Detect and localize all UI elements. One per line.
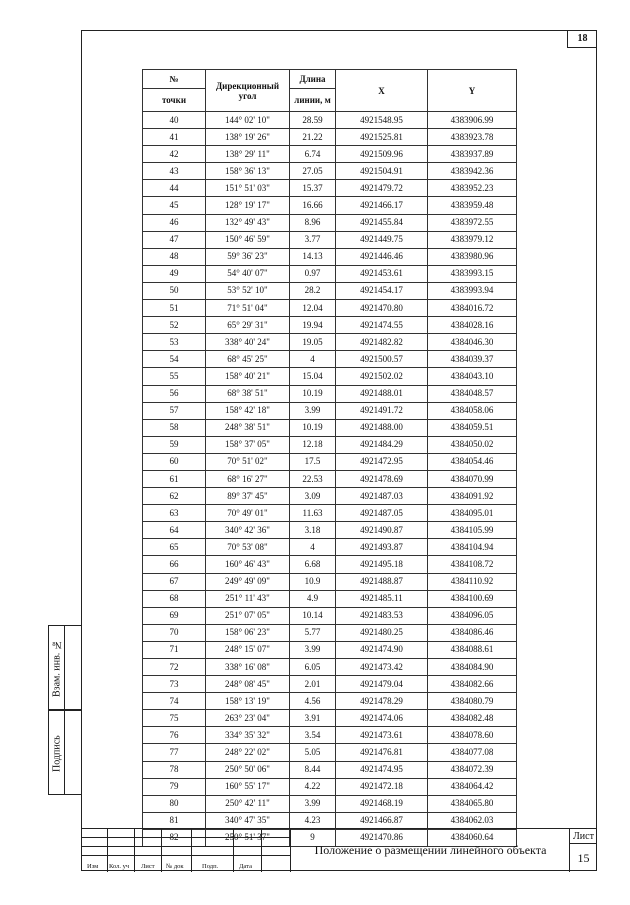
table-row	[143, 334, 517, 351]
line-length-cell: 5.05	[290, 744, 336, 761]
coord-y-cell: 4383979.12	[428, 231, 517, 248]
table-row	[143, 573, 517, 590]
table-row	[143, 436, 517, 453]
coord-x-cell: 4921487.03	[336, 488, 428, 505]
coord-y-cell: 4384080.79	[428, 693, 517, 710]
direction-angle-cell: 138° 29' 11"	[206, 146, 290, 163]
header-angle: Дирекционный угол	[206, 70, 290, 112]
line-length-cell: 28.2	[290, 282, 336, 299]
line-length-cell: 9	[290, 829, 336, 846]
coord-x-cell: 4921525.81	[336, 129, 428, 146]
coord-y-cell: 4384050.02	[428, 436, 517, 453]
coord-x-cell: 4921474.90	[336, 641, 428, 658]
table-row	[143, 744, 517, 761]
coord-x-cell: 4921500.57	[336, 351, 428, 368]
coord-y-cell: 4384043.10	[428, 368, 517, 385]
table-row	[143, 300, 517, 317]
coord-y-cell: 4383972.55	[428, 214, 517, 231]
coord-x-cell: 4921466.87	[336, 812, 428, 829]
line-length-cell: 10.9	[290, 573, 336, 590]
coord-y-cell: 4383923.78	[428, 129, 517, 146]
coord-x-cell: 4921476.81	[336, 744, 428, 761]
side-label-podpis: Подпись	[51, 735, 63, 772]
table-row	[143, 146, 517, 163]
point-no-cell: 63	[143, 505, 206, 522]
line-length-cell: 3.99	[290, 402, 336, 419]
direction-angle-cell: 158° 36' 13"	[206, 163, 290, 180]
coord-x-cell: 4921485.11	[336, 590, 428, 607]
point-no-cell: 72	[143, 659, 206, 676]
table-row	[143, 351, 517, 368]
coord-y-cell: 4384082.48	[428, 710, 517, 727]
direction-angle-cell: 65° 29' 31"	[206, 317, 290, 334]
point-no-cell: 69	[143, 607, 206, 624]
coord-y-cell: 4384082.66	[428, 676, 517, 693]
coord-x-cell: 4921484.29	[336, 436, 428, 453]
table-row	[143, 795, 517, 812]
direction-angle-cell: 158° 42' 18"	[206, 402, 290, 419]
table-row	[143, 727, 517, 744]
coord-y-cell: 4383980.96	[428, 248, 517, 265]
coord-y-cell: 4384100.69	[428, 590, 517, 607]
line-length-cell: 4.9	[290, 590, 336, 607]
direction-angle-cell: 59° 36' 23"	[206, 248, 290, 265]
coord-x-cell: 4921470.80	[336, 300, 428, 317]
table-row	[143, 129, 517, 146]
coord-x-cell: 4921472.18	[336, 778, 428, 795]
point-no-cell: 43	[143, 163, 206, 180]
point-no-cell: 47	[143, 231, 206, 248]
coord-y-cell: 4383906.99	[428, 112, 517, 129]
table-row	[143, 522, 517, 539]
coord-y-cell: 4383937.89	[428, 146, 517, 163]
line-length-cell: 28.59	[290, 112, 336, 129]
coord-y-cell: 4384077.08	[428, 744, 517, 761]
coord-x-cell: 4921493.87	[336, 539, 428, 556]
table-row	[143, 556, 517, 573]
point-no-cell: 75	[143, 710, 206, 727]
point-no-cell: 68	[143, 590, 206, 607]
direction-angle-cell: 160° 46' 43"	[206, 556, 290, 573]
table-row	[143, 163, 517, 180]
line-length-cell: 2.01	[290, 676, 336, 693]
point-no-cell: 44	[143, 180, 206, 197]
table-row	[143, 282, 517, 299]
coord-y-cell: 4384108.72	[428, 556, 517, 573]
table-row	[143, 197, 517, 214]
point-no-cell: 40	[143, 112, 206, 129]
table-row	[143, 385, 517, 402]
direction-angle-cell: 340° 47' 35"	[206, 812, 290, 829]
coord-y-cell: 4384046.30	[428, 334, 517, 351]
direction-angle-cell: 158° 37' 05"	[206, 436, 290, 453]
line-length-cell: 4.56	[290, 693, 336, 710]
stamp-label-doc-no: № док	[166, 863, 184, 870]
coord-y-cell: 4384016.72	[428, 300, 517, 317]
table-row	[143, 641, 517, 658]
point-no-cell: 53	[143, 334, 206, 351]
header-length-bottom: линии, м	[290, 89, 336, 112]
coord-x-cell: 4921473.42	[336, 659, 428, 676]
coord-x-cell: 4921504.91	[336, 163, 428, 180]
header-point-label: точки	[143, 89, 206, 112]
line-length-cell: 19.94	[290, 317, 336, 334]
direction-angle-cell: 251° 07' 05"	[206, 607, 290, 624]
table-row	[143, 419, 517, 436]
coord-y-cell: 4384048.57	[428, 385, 517, 402]
point-no-cell: 48	[143, 248, 206, 265]
line-length-cell: 5.77	[290, 624, 336, 641]
coord-x-cell: 4921453.61	[336, 265, 428, 282]
coord-x-cell: 4921479.72	[336, 180, 428, 197]
line-length-cell: 3.18	[290, 522, 336, 539]
direction-angle-cell: 251° 11' 43"	[206, 590, 290, 607]
line-length-cell: 12.18	[290, 436, 336, 453]
coord-x-cell: 4921474.06	[336, 710, 428, 727]
direction-angle-cell: 150° 46' 59"	[206, 231, 290, 248]
line-length-cell: 14.13	[290, 248, 336, 265]
line-length-cell: 4	[290, 351, 336, 368]
coord-y-cell: 4384059.51	[428, 419, 517, 436]
side-box-podpis	[48, 710, 81, 795]
coord-x-cell: 4921468.19	[336, 795, 428, 812]
line-length-cell: 27.05	[290, 163, 336, 180]
direction-angle-cell: 70° 53' 08"	[206, 539, 290, 556]
table-row	[143, 607, 517, 624]
line-length-cell: 10.19	[290, 419, 336, 436]
point-no-cell: 79	[143, 778, 206, 795]
coord-y-cell: 4383959.48	[428, 197, 517, 214]
table-row	[143, 812, 517, 829]
table-row	[143, 590, 517, 607]
coord-x-cell: 4921472.95	[336, 453, 428, 470]
point-no-cell: 64	[143, 522, 206, 539]
point-no-cell: 80	[143, 795, 206, 812]
coord-x-cell: 4921483.53	[336, 607, 428, 624]
direction-angle-cell: 128° 19' 17"	[206, 197, 290, 214]
side-box-vzam	[48, 625, 81, 710]
coord-y-cell: 4384028.16	[428, 317, 517, 334]
direction-angle-cell: 250° 42' 11"	[206, 795, 290, 812]
direction-angle-cell: 70° 51' 02"	[206, 453, 290, 470]
line-length-cell: 8.44	[290, 761, 336, 778]
coord-y-cell: 4384096.05	[428, 607, 517, 624]
stamp-label-data: Дата	[239, 863, 252, 870]
coord-y-cell: 4384070.99	[428, 470, 517, 487]
coord-y-cell: 4383993.94	[428, 282, 517, 299]
table-row	[143, 214, 517, 231]
direction-angle-cell: 89° 37' 45"	[206, 488, 290, 505]
coord-y-cell: 4384062.03	[428, 812, 517, 829]
point-no-cell: 54	[143, 351, 206, 368]
point-no-cell: 66	[143, 556, 206, 573]
point-no-cell: 81	[143, 812, 206, 829]
coord-y-cell: 4384058.06	[428, 402, 517, 419]
line-length-cell: 8.96	[290, 214, 336, 231]
direction-angle-cell: 248° 38' 51"	[206, 419, 290, 436]
line-length-cell: 3.54	[290, 727, 336, 744]
coord-y-cell: 4384084.90	[428, 659, 517, 676]
document-title: Положение о размещении линейного объекта	[314, 843, 547, 857]
coord-x-cell: 4921490.87	[336, 522, 428, 539]
header-y: Y	[428, 70, 517, 112]
coord-y-cell: 4384039.37	[428, 351, 517, 368]
point-no-cell: 77	[143, 744, 206, 761]
table-row	[143, 248, 517, 265]
point-no-cell: 50	[143, 282, 206, 299]
point-no-cell: 60	[143, 453, 206, 470]
title-block	[81, 828, 597, 871]
direction-angle-cell: 70° 49' 01"	[206, 505, 290, 522]
coord-x-cell: 4921509.96	[336, 146, 428, 163]
line-length-cell: 6.74	[290, 146, 336, 163]
direction-angle-cell: 338° 40' 24"	[206, 334, 290, 351]
page-corner-number: 18	[567, 30, 597, 48]
direction-angle-cell: 334° 35' 32"	[206, 727, 290, 744]
coord-y-cell: 4384088.61	[428, 641, 517, 658]
coordinates-table	[142, 69, 517, 847]
direction-angle-cell: 158° 13' 19"	[206, 693, 290, 710]
direction-angle-cell: 338° 16' 08"	[206, 659, 290, 676]
point-no-cell: 41	[143, 129, 206, 146]
table-row	[143, 231, 517, 248]
coord-x-cell: 4921466.17	[336, 197, 428, 214]
coord-y-cell: 4383952.23	[428, 180, 517, 197]
coord-y-cell: 4383993.15	[428, 265, 517, 282]
point-no-cell: 82	[143, 829, 206, 846]
direction-angle-cell: 248° 15' 07"	[206, 641, 290, 658]
direction-angle-cell: 158° 40' 21"	[206, 368, 290, 385]
coord-x-cell: 4921455.84	[336, 214, 428, 231]
line-length-cell: 17.5	[290, 453, 336, 470]
stamp-label-kol-uch: Кол. уч	[109, 863, 130, 870]
coord-x-cell: 4921474.95	[336, 761, 428, 778]
table-row	[143, 676, 517, 693]
coord-x-cell: 4921479.04	[336, 676, 428, 693]
line-length-cell: 15.37	[290, 180, 336, 197]
stamp-label-list: Лист	[141, 863, 155, 870]
side-label-vzam: Взам. инв. №	[51, 639, 63, 698]
direction-angle-cell: 151° 51' 03"	[206, 180, 290, 197]
direction-angle-cell: 340° 42' 36"	[206, 522, 290, 539]
table-row	[143, 470, 517, 487]
coord-x-cell: 4921488.00	[336, 419, 428, 436]
coord-x-cell: 4921474.55	[336, 317, 428, 334]
table-row	[143, 112, 517, 129]
direction-angle-cell: 158° 06' 23"	[206, 624, 290, 641]
line-length-cell: 10.19	[290, 385, 336, 402]
line-length-cell: 19.05	[290, 334, 336, 351]
direction-angle-cell: 138° 19' 26"	[206, 129, 290, 146]
point-no-cell: 71	[143, 641, 206, 658]
line-length-cell: 3.77	[290, 231, 336, 248]
point-no-cell: 56	[143, 385, 206, 402]
coord-x-cell: 4921548.95	[336, 112, 428, 129]
coord-x-cell: 4921480.25	[336, 624, 428, 641]
coord-x-cell: 4921488.01	[336, 385, 428, 402]
direction-angle-cell: 250° 51' 37"	[206, 829, 290, 846]
direction-angle-cell: 144° 02' 10"	[206, 112, 290, 129]
line-length-cell: 12.04	[290, 300, 336, 317]
coord-y-cell: 4384110.92	[428, 573, 517, 590]
direction-angle-cell: 248° 22' 02"	[206, 744, 290, 761]
point-no-cell: 70	[143, 624, 206, 641]
line-length-cell: 15.04	[290, 368, 336, 385]
table-row	[143, 317, 517, 334]
point-no-cell: 65	[143, 539, 206, 556]
line-length-cell: 3.99	[290, 641, 336, 658]
coord-y-cell: 4384086.46	[428, 624, 517, 641]
coord-y-cell: 4384078.60	[428, 727, 517, 744]
table-row	[143, 761, 517, 778]
line-length-cell: 16.66	[290, 197, 336, 214]
direction-angle-cell: 132° 49' 43"	[206, 214, 290, 231]
line-length-cell: 11.63	[290, 505, 336, 522]
coord-x-cell: 4921449.75	[336, 231, 428, 248]
line-length-cell: 6.68	[290, 556, 336, 573]
coord-x-cell: 4921478.29	[336, 693, 428, 710]
coord-y-cell: 4384105.99	[428, 522, 517, 539]
table-row	[143, 402, 517, 419]
coord-y-cell: 4384060.64	[428, 829, 517, 846]
table-row	[143, 778, 517, 795]
direction-angle-cell: 53° 52' 10"	[206, 282, 290, 299]
point-no-cell: 67	[143, 573, 206, 590]
table-row	[143, 624, 517, 641]
table-row	[143, 659, 517, 676]
point-no-cell: 52	[143, 317, 206, 334]
direction-angle-cell: 263° 23' 04"	[206, 710, 290, 727]
direction-angle-cell: 249° 49' 09"	[206, 573, 290, 590]
coord-x-cell: 4921478.69	[336, 470, 428, 487]
point-no-cell: 58	[143, 419, 206, 436]
table-row	[143, 488, 517, 505]
coord-x-cell: 4921454.17	[336, 282, 428, 299]
line-length-cell: 10.14	[290, 607, 336, 624]
direction-angle-cell: 68° 45' 25"	[206, 351, 290, 368]
line-length-cell: 21.22	[290, 129, 336, 146]
point-no-cell: 49	[143, 265, 206, 282]
coord-x-cell: 4921488.87	[336, 573, 428, 590]
point-no-cell: 55	[143, 368, 206, 385]
point-no-cell: 45	[143, 197, 206, 214]
coord-x-cell: 4921446.46	[336, 248, 428, 265]
stamp-label-podp: Подп.	[202, 863, 219, 870]
coord-y-cell: 4384072.39	[428, 761, 517, 778]
table-row	[143, 710, 517, 727]
coord-x-cell: 4921470.86	[336, 829, 428, 846]
direction-angle-cell: 71° 51' 04"	[206, 300, 290, 317]
direction-angle-cell: 250° 50' 06"	[206, 761, 290, 778]
direction-angle-cell: 68° 38' 51"	[206, 385, 290, 402]
table-row	[143, 505, 517, 522]
line-length-cell: 22.53	[290, 470, 336, 487]
coord-x-cell: 4921491.72	[336, 402, 428, 419]
direction-angle-cell: 248° 08' 45"	[206, 676, 290, 693]
line-length-cell: 3.91	[290, 710, 336, 727]
table-row	[143, 453, 517, 470]
table-row	[143, 265, 517, 282]
point-no-cell: 42	[143, 146, 206, 163]
direction-angle-cell: 54° 40' 07"	[206, 265, 290, 282]
point-no-cell: 59	[143, 436, 206, 453]
coord-y-cell: 4384091.92	[428, 488, 517, 505]
point-no-cell: 57	[143, 402, 206, 419]
point-no-cell: 74	[143, 693, 206, 710]
coord-x-cell: 4921482.82	[336, 334, 428, 351]
coord-y-cell: 4384095.01	[428, 505, 517, 522]
point-no-cell: 73	[143, 676, 206, 693]
sheet-number: 15	[577, 851, 590, 865]
table-row	[143, 693, 517, 710]
coord-x-cell: 4921502.02	[336, 368, 428, 385]
sheet-label: Лист	[570, 829, 597, 844]
header-length-top: Длина	[290, 70, 336, 89]
line-length-cell: 4.22	[290, 778, 336, 795]
coord-y-cell: 4384054.46	[428, 453, 517, 470]
line-length-cell: 4.23	[290, 812, 336, 829]
coord-y-cell: 4384065.80	[428, 795, 517, 812]
line-length-cell: 4	[290, 539, 336, 556]
header-x: X	[336, 70, 428, 112]
coord-y-cell: 4383942.36	[428, 163, 517, 180]
point-no-cell: 62	[143, 488, 206, 505]
header-point-no: №	[143, 70, 206, 89]
point-no-cell: 46	[143, 214, 206, 231]
table-row	[143, 539, 517, 556]
coord-x-cell: 4921473.61	[336, 727, 428, 744]
coord-y-cell: 4384064.42	[428, 778, 517, 795]
line-length-cell: 6.05	[290, 659, 336, 676]
coord-x-cell: 4921487.05	[336, 505, 428, 522]
line-length-cell: 3.99	[290, 795, 336, 812]
coord-y-cell: 4384104.94	[428, 539, 517, 556]
point-no-cell: 76	[143, 727, 206, 744]
line-length-cell: 3.09	[290, 488, 336, 505]
line-length-cell: 0.97	[290, 265, 336, 282]
coord-x-cell: 4921495.18	[336, 556, 428, 573]
direction-angle-cell: 68° 16' 27"	[206, 470, 290, 487]
table-row	[143, 180, 517, 197]
point-no-cell: 61	[143, 470, 206, 487]
point-no-cell: 78	[143, 761, 206, 778]
point-no-cell: 51	[143, 300, 206, 317]
table-row	[143, 368, 517, 385]
stamp-label-izm: Изм	[87, 863, 99, 870]
direction-angle-cell: 160° 55' 17"	[206, 778, 290, 795]
